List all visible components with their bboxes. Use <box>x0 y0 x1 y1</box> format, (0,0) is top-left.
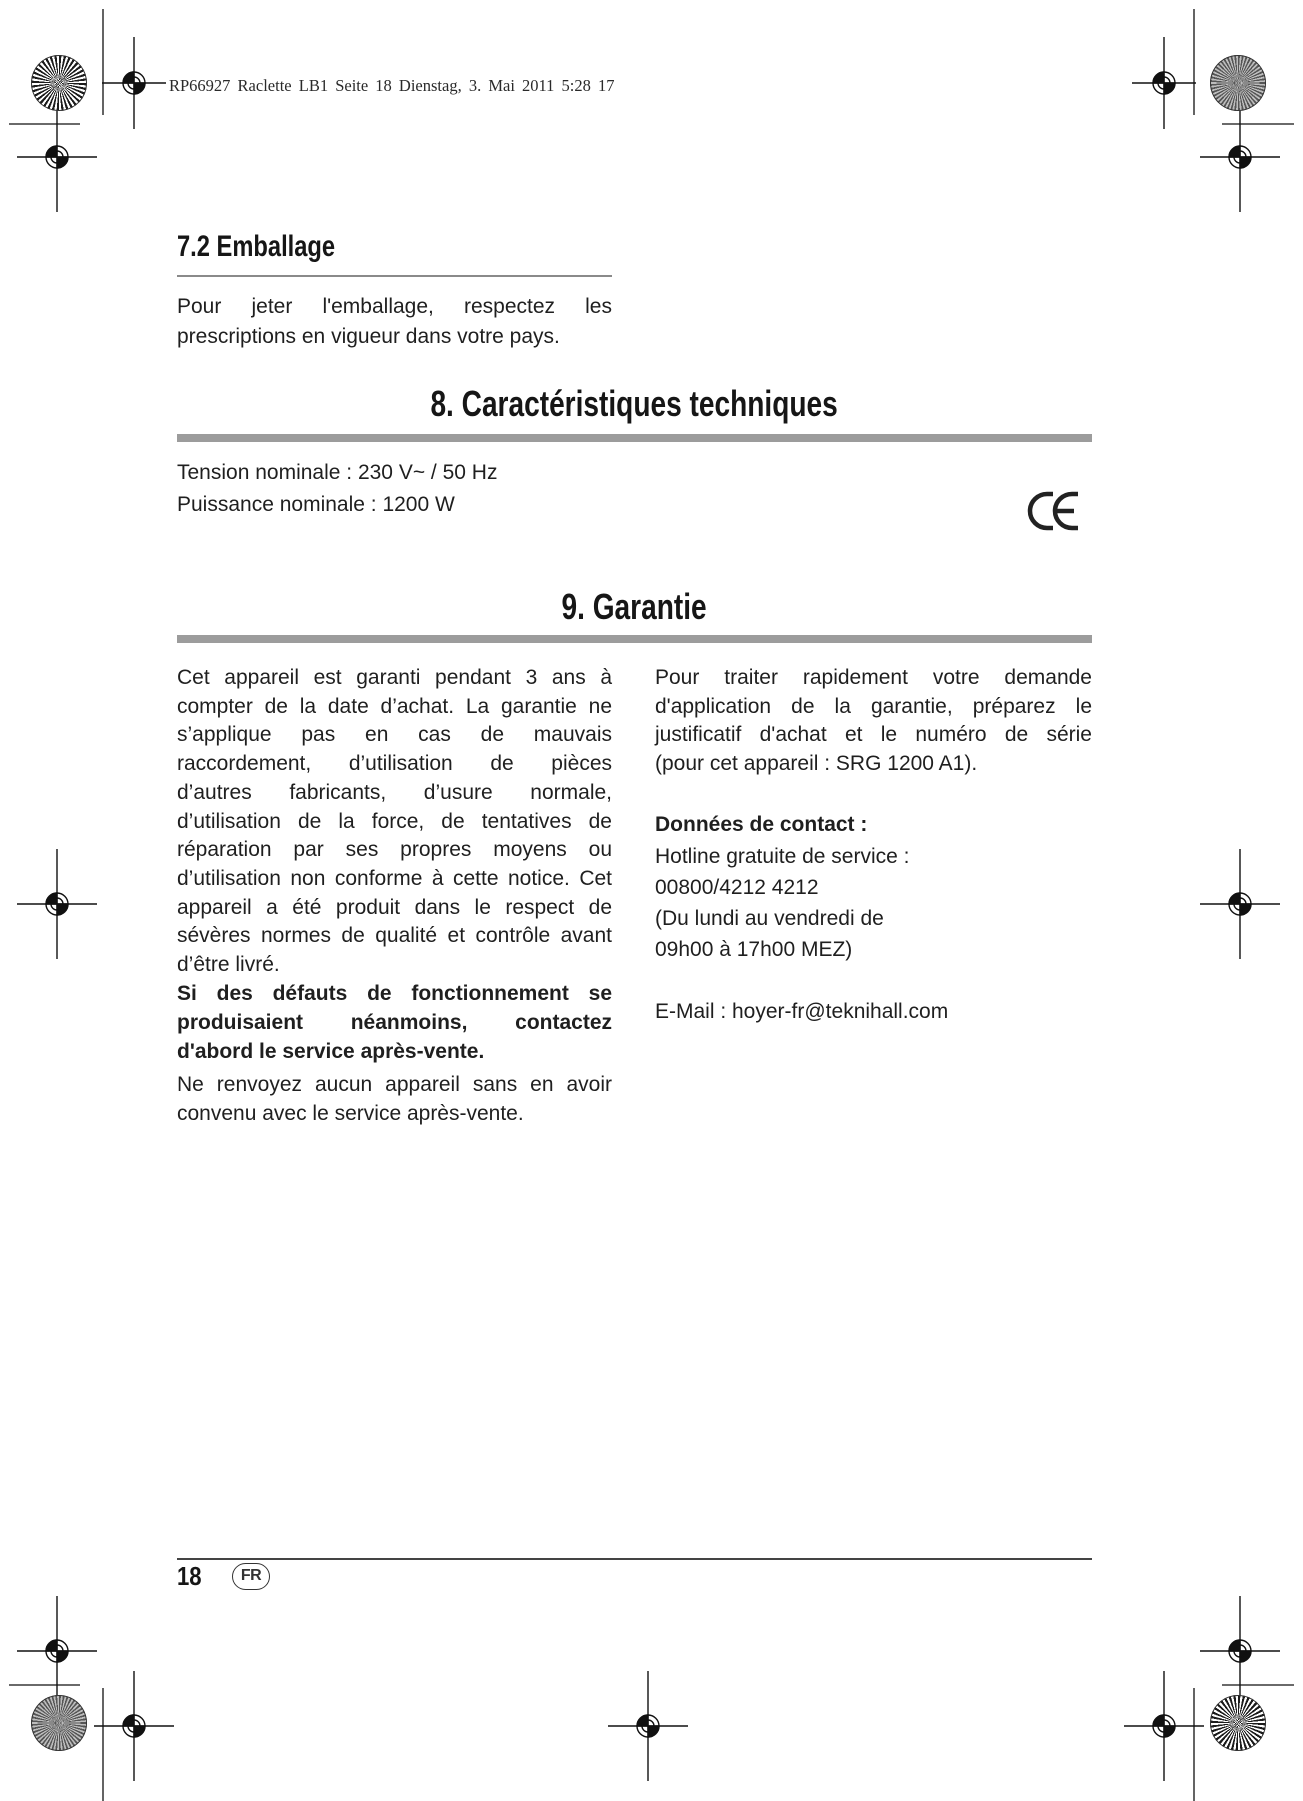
body-line: Pour jeter l'emballage, respectez les <box>177 295 612 318</box>
contact-hotline-number: 00800/4212 4212 <box>655 875 819 899</box>
language-badge: FR <box>232 1563 270 1590</box>
body-line-bold: d'abord le service après-vente. <box>177 1039 485 1063</box>
warranty-claim-paragraph <box>655 664 1092 779</box>
contact-hours: (Du lundi au vendredi de <box>655 907 884 931</box>
page-number: 18 <box>177 1561 202 1591</box>
body-line: compter de la date d’achat. La garantie ne <box>177 694 612 718</box>
section-heading-packaging: 7.2 Emballage <box>177 230 336 263</box>
body-line: justificatif d'achat et le numéro de série <box>655 723 1092 747</box>
section-rule <box>177 434 1092 442</box>
spec-voltage: Tension nominale : 230 V~ / 50 Hz <box>177 461 498 484</box>
registration-mark <box>608 1671 688 1781</box>
color-starburst-mark <box>1210 1695 1266 1751</box>
body-line: d’utilisation non conforme à cette notice. Cet <box>177 866 612 890</box>
body-line: (pour cet appareil : SRG 1200 A1). <box>655 752 978 776</box>
body-line: d’utilisation de la force, de tentatives de <box>177 809 612 833</box>
body-line-bold: produisaient néanmoins, contactez <box>177 1011 612 1035</box>
specs-list <box>177 457 777 521</box>
registration-mark <box>1200 1596 1280 1706</box>
contact-hotline-label: Hotline gratuite de service : <box>655 844 910 868</box>
registration-mark <box>1132 37 1196 129</box>
body-line: Cet appareil est garanti pendant 3 ans à <box>177 666 612 689</box>
body-line: s’applique pas en cas de mauvais <box>177 723 612 747</box>
section-heading-specs <box>177 384 1092 424</box>
color-starburst-mark <box>31 1695 87 1751</box>
spec-power: Puissance nominale : 1200 W <box>177 493 455 516</box>
registration-mark <box>94 1671 174 1781</box>
body-line: convenu avec le service après-vente. <box>177 1101 524 1125</box>
print-slug: RP66927 Raclette LB1 Seite 18 Dienstag, 3. Mai 2011 5:28 17 <box>169 76 615 95</box>
packaging-paragraph <box>177 292 612 352</box>
body-line: Ne renvoyez aucun appareil sans en avoir <box>177 1073 612 1097</box>
body-line: d’autres fabricants, d’usure normale, <box>177 780 612 804</box>
ce-mark-logo <box>1026 490 1080 532</box>
body-line: réparation par ses propres moyens ou <box>177 838 612 862</box>
warranty-defect-notice <box>177 980 612 1066</box>
body-line: sévères normes de qualité et contrôle avant <box>177 924 612 948</box>
registration-mark <box>17 102 97 212</box>
body-line: appareil a été produit dans le respect de <box>177 895 612 919</box>
section-heading-text: 9. Garantie <box>561 586 708 627</box>
warranty-left-column <box>177 664 612 1128</box>
body-line: Pour traiter rapidement votre demande <box>655 666 1092 689</box>
registration-mark <box>1200 102 1280 212</box>
color-starburst-mark <box>31 55 87 111</box>
footer-rule <box>177 1558 1092 1560</box>
section-rule <box>177 635 1092 643</box>
registration-mark <box>1124 1671 1204 1781</box>
warranty-right-column <box>655 664 1092 1028</box>
contact-hours: 09h00 à 17h00 MEZ) <box>655 938 853 962</box>
registration-mark <box>102 37 166 129</box>
body-line: d'application de la garantie, préparez le <box>655 694 1092 718</box>
body-line-bold: Si des défauts de fonctionnement se <box>177 982 612 1006</box>
registration-mark <box>17 849 97 959</box>
registration-mark <box>1200 849 1280 959</box>
warranty-return-paragraph <box>177 1071 612 1128</box>
body-line: raccordement, d’utilisation de pièces <box>177 752 612 776</box>
contact-heading: Données de contact : <box>655 813 868 837</box>
contact-email: E-Mail : hoyer-fr@teknihall.com <box>655 1000 949 1024</box>
body-line: prescriptions en vigueur dans votre pays. <box>177 325 560 348</box>
contact-block <box>655 809 1092 1027</box>
section-heading-text: 8. Caractéristiques techniques <box>430 383 839 424</box>
color-starburst-mark <box>1210 55 1266 111</box>
section-heading-warranty <box>177 587 1092 627</box>
warranty-terms-paragraph <box>177 664 612 980</box>
body-line: d’être livré. <box>177 953 280 977</box>
registration-mark <box>17 1596 97 1706</box>
heading-rule <box>177 275 612 277</box>
